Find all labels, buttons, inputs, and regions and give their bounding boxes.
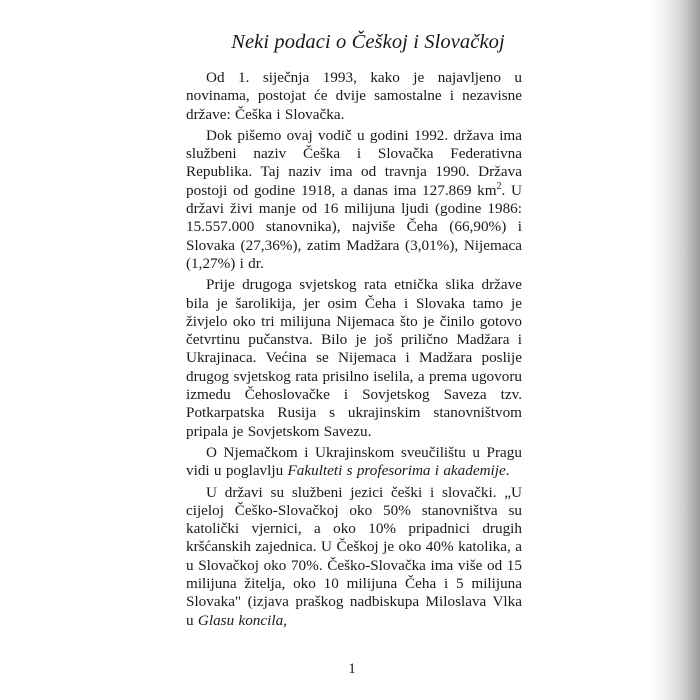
page-number: 1 — [348, 661, 356, 677]
superscript-text: 2 — [496, 180, 502, 192]
text-run: O Njemačkom i Ukrajinskom sveučilištu u Pragu vidi u poglavlju — [186, 443, 522, 480]
body-text — [186, 69, 522, 630]
text-run: Dok pišemo ovaj vodič u godini 1992. država ima službeni naziv Češka i Slovačka Federativna Republika. Taj naziv ima od travnja 1990. Država postoji od godine 1918, a danas ima 127.869 km — [186, 126, 522, 199]
page-title: Neki podaci o Češkoj i Slovačkoj — [231, 31, 505, 53]
italic-text: Glasu koncila, — [197, 611, 287, 629]
paragraph-1 — [186, 69, 522, 124]
book-page — [186, 30, 522, 690]
paragraph-4 — [186, 444, 522, 481]
page-edge-shadow — [648, 0, 700, 700]
text-run: Prije drugoga svjetskog rata etnička slika države bila je šarolikija, jer osim Čeha i Slovaka tamo je živjelo oko tri milijuna Nijemaca što je činilo gotovo četvrtinu pučanstva. Bilo je još prilično Madžara i Ukrajinaca. Većina se Nijemaca i Madžara poslije drugog svjetskog rata prisilno iselila, a prema ugovoru izmedu Čehoslovačke i Sovjetskog Saveza tzv. Potkarpatska Rusija s ukrajinskim stanovništvom pripala je Sovjetskom Savezu. — [186, 276, 522, 440]
paragraph-2 — [186, 127, 522, 273]
text-run: U državi su službeni jezici češki i slovački. „U cijeloj Češko-Slovačkoj oko 50% stanovništva su katolički vjernici, a oko 10% pripadnici drugih kršćanskih zajednica. U Češkoj je oko 40% katolika, a u Slovačkoj oko 70%. Češko-Slovačka ima više od 15 milijuna žitelja, oko 10 milijuna Čeha i 5 milijuna Slovaka" (izjava praškog nadbiskupa Miloslava Vlka u — [186, 483, 522, 629]
text-run: . U državi živi manje od 16 milijuna ljudi (godine 1986: 15.557.000 stanovnika), najviše Čeha (66,90%) i Slovaka (27,36%), zatim Madžara (3,01%), Nijemaca (1,27%) i dr. — [186, 181, 522, 272]
text-run: Od 1. siječnja 1993, kako je najavljeno u novinama, postojat će dvije samostalne i nezavisne države: Češka i Slovačka. — [186, 69, 522, 123]
paragraph-3 — [186, 276, 522, 441]
text-run: . — [505, 462, 510, 480]
paragraph-5 — [186, 484, 522, 630]
italic-text: Fakulteti s profesorima i akademije — [287, 462, 506, 480]
